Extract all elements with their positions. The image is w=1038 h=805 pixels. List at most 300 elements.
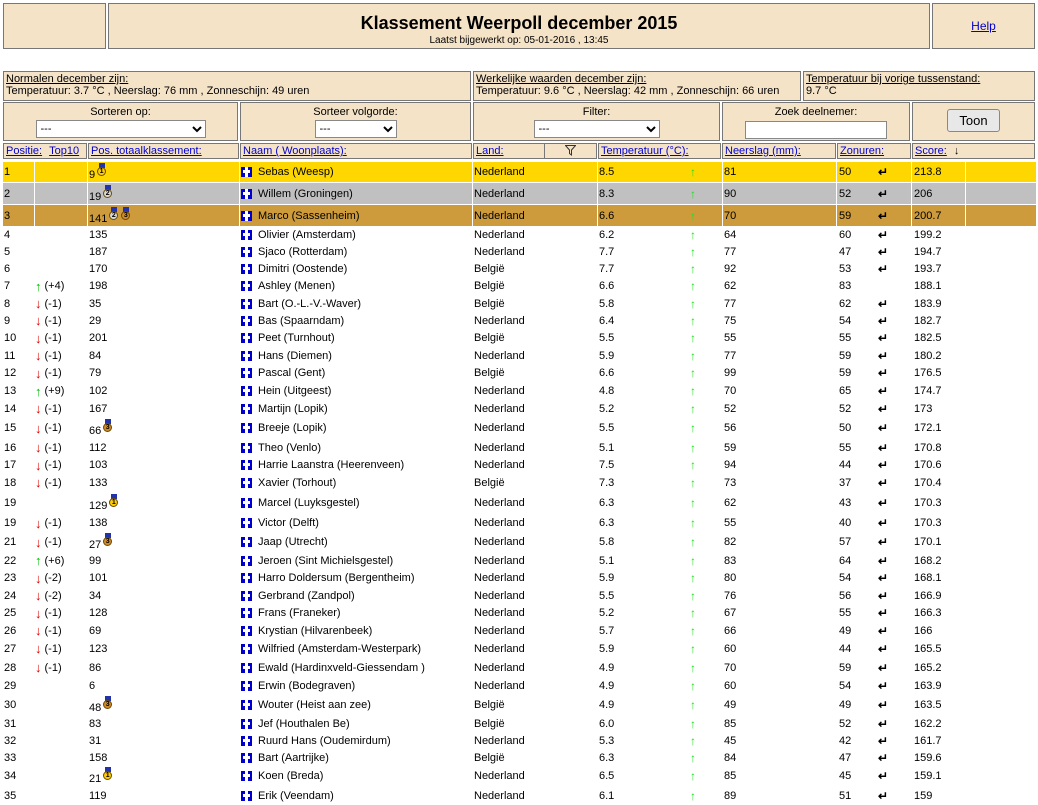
sort-by-rain-link[interactable]: Neerslag (mm): [725, 145, 801, 157]
table-row [3, 243, 1036, 260]
return-arrow-icon: ↵ [878, 623, 889, 638]
cell-country: Nederland [474, 385, 525, 397]
total-position: 112 [89, 441, 107, 454]
rank-change: (-1) [44, 459, 62, 471]
cell-rain: 66 [724, 624, 737, 637]
cell-rain: 77 [724, 245, 737, 258]
cell-score: 170.4 [914, 476, 942, 489]
flag-icon [241, 753, 252, 763]
total-position: 102 [89, 385, 108, 397]
cell-trend [35, 658, 62, 677]
cell-score: 170.8 [914, 441, 942, 454]
total-position: 129 [89, 499, 108, 512]
cell-sun-arrow [878, 552, 888, 569]
cell-score: 166.3 [914, 607, 942, 619]
total-position: 138 [89, 517, 108, 529]
cell-temp-arrow [690, 658, 696, 677]
table-row [3, 400, 1036, 417]
cell-country: Nederland [474, 607, 525, 619]
col-header-pos-totaal [88, 143, 239, 159]
cell-temp: 5.2 [599, 607, 615, 619]
cell-sun: 57 [839, 536, 852, 548]
cell-sun: 40 [839, 517, 852, 529]
return-arrow-icon: ↵ [878, 698, 889, 712]
cell-temp: 6.6 [599, 367, 615, 379]
cell-total [89, 491, 119, 514]
rank-change: (-1) [44, 297, 62, 310]
cell-country: België [474, 699, 505, 711]
cell-name [241, 732, 391, 749]
cell-temp: 6.6 [599, 209, 615, 222]
cell-total [89, 456, 107, 474]
flag-icon [241, 316, 252, 326]
cell-score: 165.2 [914, 661, 942, 674]
total-position: 158 [89, 751, 108, 764]
cell-temp-arrow [690, 227, 696, 243]
cell-country: Nederland [474, 209, 525, 222]
participant-name: Wouter (Heist aan zee) [258, 699, 371, 711]
cell-pos: 2 [4, 187, 11, 200]
cell-temp: 7.7 [599, 245, 615, 258]
cell-sun-arrow [878, 162, 888, 182]
cell-temp-arrow [690, 347, 696, 364]
cell-temp-arrow [690, 243, 696, 260]
cell-temp: 8.3 [599, 187, 615, 200]
total-position: 83 [89, 717, 102, 730]
cell-temp: 5.1 [599, 554, 615, 567]
table-row [3, 677, 1036, 695]
flag-icon [241, 386, 252, 396]
cell-sun: 54 [839, 572, 852, 584]
cell-sun: 49 [839, 699, 852, 711]
order-box [240, 102, 471, 141]
cell-sun-arrow [878, 569, 888, 587]
cell-pos: 19 [4, 517, 17, 529]
cell-total [89, 439, 107, 456]
cell-pos: 29 [4, 680, 17, 692]
green-up-arrow-icon: ↑ [690, 331, 696, 345]
rank-change: (+6) [44, 554, 65, 567]
participant-name: Pascal (Gent) [258, 367, 326, 379]
green-up-arrow-icon: ↑ [690, 421, 696, 435]
cell-name [241, 639, 421, 658]
return-arrow-icon: ↵ [878, 750, 889, 765]
cell-pos: 17 [4, 459, 17, 471]
flag-icon [241, 368, 252, 378]
search-input[interactable] [745, 121, 887, 139]
flag-icon [241, 608, 252, 618]
participant-name: Koen (Breda) [258, 770, 324, 782]
cell-sun: 59 [839, 209, 852, 222]
cell-name [241, 382, 331, 400]
cell-total [89, 277, 107, 295]
column-divider [239, 162, 240, 182]
cell-temp: 6.5 [599, 770, 615, 782]
cell-rain: 59 [724, 441, 737, 454]
cell-sun-arrow [878, 766, 888, 786]
total-position: 48 [89, 702, 102, 714]
flag-icon [241, 299, 252, 309]
title-box [108, 3, 930, 49]
cell-pos: 7 [4, 280, 11, 292]
cell-trend [35, 329, 62, 347]
trend-down-icon: ↓ [35, 570, 42, 586]
medal-icon: 2 [103, 185, 113, 199]
cell-name [241, 514, 319, 532]
trend-down-icon: ↓ [35, 623, 42, 638]
cell-temp: 5.8 [599, 297, 615, 310]
cell-country: Nederland [474, 554, 525, 567]
cell-score: 166 [914, 624, 933, 637]
cell-sun: 59 [839, 661, 852, 674]
sort-by-country-link[interactable]: Land: [476, 145, 504, 157]
cell-country: Nederland [474, 589, 525, 602]
cell-pos: 16 [4, 441, 17, 454]
return-arrow-icon: ↵ [878, 458, 889, 472]
total-position: 103 [89, 459, 108, 471]
cell-score: 199.2 [914, 229, 942, 241]
cell-name [241, 569, 415, 587]
cell-total [89, 604, 107, 622]
cell-rain: 85 [724, 717, 737, 730]
cell-total [89, 382, 107, 400]
sort-by-name-link[interactable]: Naam ( Woonplaats): [243, 145, 347, 157]
flag-icon [241, 247, 252, 257]
cell-pos: 13 [4, 385, 17, 397]
cell-country: Nederland [474, 661, 525, 674]
return-arrow-icon: ↵ [878, 165, 889, 179]
cell-score: 161.7 [914, 734, 942, 747]
normals-label: Normalen december zijn: [6, 73, 129, 85]
cell-country: België [474, 751, 505, 764]
return-arrow-icon: ↵ [878, 401, 889, 416]
cell-country: Nederland [474, 187, 525, 200]
green-up-arrow-icon: ↑ [690, 606, 696, 620]
cell-rain: 62 [724, 280, 737, 292]
cell-score: 183.9 [914, 297, 942, 310]
cell-total [89, 715, 101, 732]
flag-icon [241, 281, 252, 291]
cell-total [89, 295, 101, 312]
trend-down-icon: ↓ [35, 296, 42, 311]
cell-sun-arrow [878, 695, 888, 715]
cell-total [89, 677, 95, 695]
cell-sun-arrow [878, 715, 888, 732]
cell-country: Nederland [474, 349, 525, 362]
cell-total [89, 364, 101, 382]
table-row [3, 695, 1036, 715]
cell-rain: 81 [724, 166, 737, 178]
total-position: 133 [89, 476, 108, 489]
cell-name [241, 277, 335, 295]
cell-temp: 7.3 [599, 476, 615, 489]
cell-rain: 64 [724, 229, 737, 241]
cell-name [241, 205, 359, 226]
cell-name [241, 552, 393, 569]
cell-country: Nederland [474, 624, 525, 637]
cell-sun-arrow [878, 260, 888, 277]
green-up-arrow-icon: ↑ [690, 313, 696, 328]
cell-trend [35, 295, 62, 312]
cell-trend [35, 622, 62, 639]
sort-by-temperature-link[interactable]: Temperatuur (°C): [601, 145, 689, 157]
green-up-arrow-icon: ↑ [690, 698, 696, 712]
column-divider [472, 183, 473, 204]
cell-rain: 60 [724, 680, 737, 692]
col-header-score [912, 143, 1035, 159]
return-arrow-icon: ↵ [878, 733, 889, 748]
cell-trend [35, 639, 62, 658]
trend-down-icon: ↓ [35, 475, 42, 490]
rank-change: (-1) [44, 349, 62, 362]
cell-temp: 6.3 [599, 496, 615, 509]
flag-icon [241, 719, 252, 729]
trend-down-icon: ↓ [35, 420, 42, 436]
cell-trend [35, 417, 62, 439]
cell-sun-arrow [878, 786, 888, 805]
flag-icon [241, 478, 252, 488]
cell-total [89, 639, 107, 658]
column-divider [472, 162, 473, 182]
rank-change: (-1) [44, 661, 62, 674]
participant-name: Erik (Veendam) [258, 789, 334, 802]
show-button[interactable]: Toon [947, 109, 1000, 132]
cell-country: Nederland [474, 229, 525, 241]
sort-by-position-link[interactable]: Positie: [6, 145, 43, 157]
flag-icon [241, 626, 252, 636]
rank-change: (-1) [44, 402, 62, 415]
cell-pos: 28 [4, 661, 17, 674]
trend-down-icon: ↓ [35, 440, 42, 455]
cell-temp-arrow [690, 400, 696, 417]
return-arrow-icon: ↵ [878, 606, 889, 620]
cell-pos: 32 [4, 734, 17, 747]
flag-icon [241, 771, 252, 781]
total-position: 27 [89, 539, 102, 551]
return-arrow-icon: ↵ [878, 641, 889, 656]
participant-name: Hans (Diemen) [258, 349, 332, 362]
top10-link[interactable]: Top10 [49, 145, 80, 157]
cell-name [241, 400, 328, 417]
cell-sun: 55 [839, 441, 852, 454]
cell-score: 170.6 [914, 459, 942, 471]
cell-sun-arrow [878, 514, 888, 532]
cell-temp-arrow [690, 552, 696, 569]
green-up-arrow-icon: ↑ [690, 366, 696, 380]
trend-down-icon: ↓ [35, 605, 42, 621]
cell-country: Nederland [474, 572, 525, 584]
total-position: 6 [89, 680, 96, 692]
return-arrow-icon: ↵ [878, 208, 889, 223]
cell-name [241, 347, 332, 364]
cell-temp-arrow [690, 205, 696, 226]
column-divider [472, 205, 473, 226]
total-position: 198 [89, 280, 108, 292]
table-row [3, 382, 1036, 400]
cell-rain: 70 [724, 661, 737, 674]
cell-temp: 5.5 [599, 332, 615, 344]
trend-down-icon: ↓ [35, 457, 42, 473]
cell-temp: 8.5 [599, 166, 615, 178]
cell-rain: 55 [724, 517, 737, 529]
funnel-icon[interactable] [544, 143, 576, 159]
filter-select[interactable] [534, 120, 660, 138]
cell-sun-arrow [878, 364, 888, 382]
return-arrow-icon: ↵ [878, 716, 889, 731]
cell-temp-arrow [690, 183, 696, 204]
cell-name [241, 715, 350, 732]
cell-temp: 5.9 [599, 642, 615, 655]
return-arrow-icon: ↵ [878, 244, 889, 259]
table-row [3, 364, 1036, 382]
return-arrow-icon: ↵ [878, 571, 889, 585]
cell-country: Nederland [474, 680, 525, 692]
trend-down-icon: ↓ [35, 641, 42, 656]
cell-rain: 62 [724, 496, 737, 509]
cell-temp: 6.3 [599, 517, 615, 529]
cell-temp: 5.8 [599, 536, 615, 548]
total-position: 128 [89, 607, 108, 619]
participant-name: Peet (Turnhout) [258, 332, 335, 344]
green-up-arrow-icon: ↑ [690, 384, 696, 398]
green-up-arrow-icon: ↑ [690, 750, 696, 765]
cell-temp: 4.9 [599, 699, 615, 711]
cell-sun-arrow [878, 382, 888, 400]
sort-by-total-link[interactable]: Pos. totaalklassement: [91, 145, 202, 157]
medal-icon: 3 [103, 419, 113, 433]
return-arrow-icon: ↵ [878, 553, 889, 568]
cell-rain: 55 [724, 332, 737, 344]
cell-trend [35, 439, 62, 456]
cell-temp-arrow [690, 364, 696, 382]
sort-by-sun-link[interactable]: Zonuren: [840, 145, 885, 157]
cell-total [89, 260, 107, 277]
cell-rain: 82 [724, 536, 737, 548]
cell-score: 193.7 [914, 262, 942, 275]
rank-change: (-1) [44, 422, 62, 434]
return-arrow-icon: ↵ [878, 296, 889, 311]
column-divider [34, 205, 35, 226]
return-arrow-icon: ↵ [878, 769, 889, 783]
cell-temp-arrow [690, 732, 696, 749]
cell-trend [35, 587, 62, 604]
rank-change: (-2) [44, 572, 62, 584]
column-divider [836, 183, 837, 204]
column-divider [34, 183, 35, 204]
cell-trend [35, 456, 62, 474]
cell-score: 176.5 [914, 367, 942, 379]
help-link[interactable]: Help [971, 19, 996, 33]
cell-total [89, 552, 101, 569]
cell-sun: 52 [839, 717, 852, 730]
col-header-positie [3, 143, 87, 159]
cell-temp-arrow [690, 382, 696, 400]
cell-rain: 92 [724, 262, 737, 275]
green-up-arrow-icon: ↑ [690, 244, 696, 259]
participant-name: Willem (Groningen) [258, 187, 353, 200]
column-divider [965, 205, 966, 226]
cell-score: 172.1 [914, 422, 942, 434]
cell-trend [35, 604, 62, 622]
table-row [3, 491, 1036, 514]
cell-total [89, 695, 113, 715]
table-row [3, 312, 1036, 329]
total-position: 86 [89, 661, 102, 674]
cell-total [89, 532, 113, 552]
green-up-arrow-icon: ↑ [690, 348, 696, 363]
cell-score: 174.7 [914, 385, 942, 397]
rank-change: (-1) [44, 517, 62, 529]
cell-rain: 99 [724, 367, 737, 379]
cell-temp-arrow [690, 277, 696, 295]
cell-sun: 54 [839, 314, 852, 327]
green-up-arrow-icon: ↑ [690, 788, 696, 803]
cell-name [241, 474, 336, 491]
participant-name: Bart (O.-L.-V.-Waver) [258, 297, 362, 310]
return-arrow-icon: ↵ [878, 228, 889, 242]
cell-total [89, 183, 113, 204]
table-row [3, 205, 1036, 226]
cell-country: België [474, 332, 505, 344]
col-header-naam [240, 143, 472, 159]
column-divider [87, 205, 88, 226]
participant-name: Wilfried (Amsterdam-Westerpark) [258, 642, 421, 655]
medal-icon: 3 [103, 533, 113, 547]
sort-select[interactable] [36, 120, 206, 138]
return-arrow-icon: ↵ [878, 186, 889, 201]
green-up-arrow-icon: ↑ [690, 401, 696, 416]
participant-name: Harro Doldersum (Bergentheim) [258, 572, 415, 584]
total-position: 135 [89, 229, 108, 241]
flag-icon [241, 556, 252, 566]
cell-country: Nederland [474, 789, 525, 802]
cell-sun-arrow [878, 749, 888, 766]
flag-icon [241, 404, 252, 414]
table-row [3, 162, 1036, 182]
page-title: Klassement Weerpoll december 2015 [360, 13, 678, 33]
prev-temp-box [803, 71, 1035, 101]
rank-change: (-1) [44, 367, 62, 379]
cell-temp-arrow [690, 295, 696, 312]
cell-sun: 50 [839, 166, 852, 178]
cell-rain: 52 [724, 402, 737, 415]
cell-name [241, 532, 328, 552]
cell-name [241, 749, 329, 766]
trend-down-icon: ↓ [35, 401, 42, 416]
cell-score: 206 [914, 187, 933, 200]
flag-icon [241, 211, 252, 221]
cell-sun-arrow [878, 417, 888, 439]
trend-down-icon: ↓ [35, 660, 42, 675]
return-arrow-icon: ↵ [878, 313, 889, 328]
cell-sun-arrow [878, 658, 888, 677]
cell-pos: 31 [4, 717, 17, 730]
order-select[interactable] [315, 120, 397, 138]
cell-total [89, 622, 101, 639]
green-up-arrow-icon: ↑ [690, 475, 696, 490]
cell-sun: 45 [839, 770, 852, 782]
cell-temp: 5.2 [599, 402, 615, 415]
cell-rain: 49 [724, 699, 737, 711]
cell-name [241, 439, 321, 456]
cell-score: 159.6 [914, 751, 942, 764]
col-header-land [473, 143, 597, 159]
table-row [3, 260, 1036, 277]
sort-by-score-link[interactable]: Score: [915, 145, 947, 157]
cell-sun-arrow [878, 587, 888, 604]
cell-temp: 7.7 [599, 262, 615, 275]
total-position: 31 [89, 734, 102, 747]
